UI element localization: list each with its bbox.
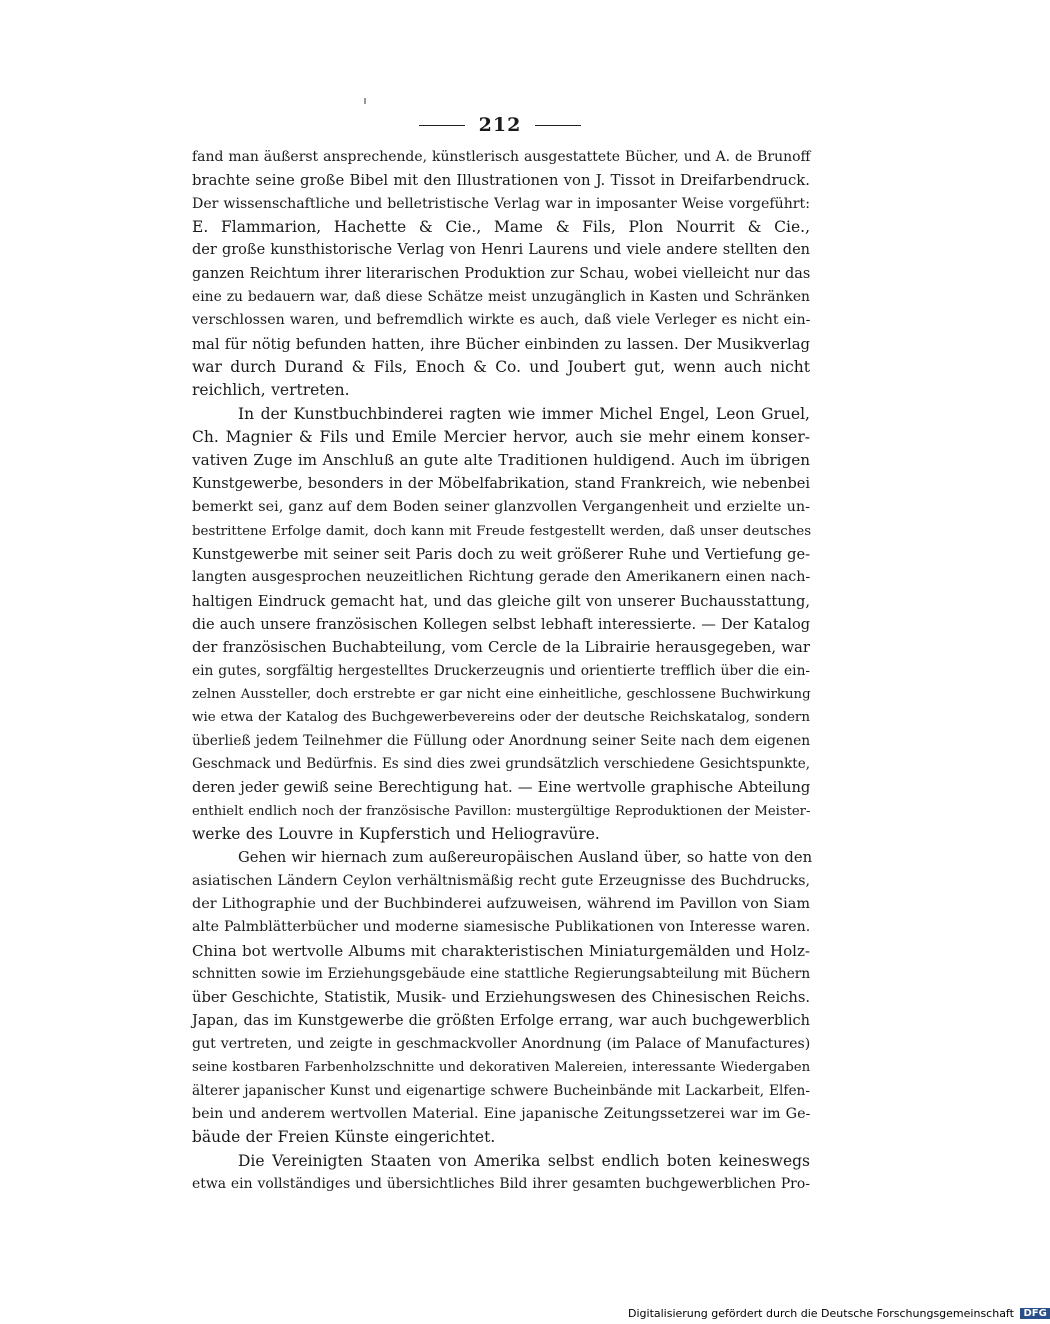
text-line: alte Palmblätterbücher und moderne siamesische Publikationen von Interesse waren. [192, 919, 811, 936]
text-line: mal für nötig befunden hatten, ihre Bücher einbinden zu lassen. Der Musikverlag [192, 335, 810, 353]
text-line: zelnen Aussteller, doch erstrebte er gar nicht eine einheitliche, geschlossene Buchwirkung [192, 686, 811, 702]
text-line: der französischen Buchabteilung, vom Cercle de la Librairie herausgegeben, war [192, 638, 810, 657]
text-line: älterer japanischer Kunst und eigenartige schwere Bucheinbände mit Lackarbeit, Elfen- [192, 1082, 810, 1099]
text-line: asiatischen Ländern Ceylon verhältnismäßig recht gute Erzeugnisse des Buchdrucks, [192, 872, 811, 889]
text-line: ganzen Reichtum ihrer literarischen Produktion zur Schau, wobei vielleicht nur das [192, 265, 811, 282]
text-line: Die Vereinigten Staaten von Amerika selbst endlich boten keineswegs [238, 1151, 810, 1170]
page-header [0, 114, 1000, 136]
text-line: In der Kunstbuchbinderei ragten wie immer Michel Engel, Leon Gruel, [238, 404, 810, 423]
text-line: bestrittene Erfolge damit, doch kann mit Freude festgestellt werden, daß unser deutsches [192, 523, 812, 539]
text-line: deren jeder gewiß seine Berechtigung hat. — Eine wertvolle graphische Abteilung [192, 779, 811, 797]
text-line: Kunstgewerbe, besonders in der Möbelfabrikation, stand Frankreich, wie nebenbei [192, 475, 810, 492]
footer-credit [628, 1307, 1050, 1320]
text-line: der Lithographie und der Buchbinderei aufzuweisen, während im Pavillon von Siam [192, 896, 810, 912]
text-line: etwa ein vollständiges und übersichtliches Bild ihrer gesamten buchgewerblichen Pro- [192, 1176, 810, 1193]
text-line: fand man äußerst ansprechende, künstlerisch ausgestattete Bücher, und A. de Brunoff [192, 149, 811, 165]
text-line: vativen Zuge im Anschluß an gute alte Traditionen huldigend. Auch im übrigen [192, 451, 810, 470]
text-line: schnitten sowie im Erziehungsgebäude eine stattliche Regierungsabteilung mit Büchern [192, 966, 811, 983]
paragraph [192, 1150, 810, 1197]
text-line: verschlossen waren, und befremdlich wirkte es auch, daß viele Verleger es nicht ein- [192, 312, 811, 329]
text-line: E. Flammarion, Hachette & Cie., Mame & Fils, Plon Nourrit & Cie., [192, 218, 810, 237]
text-line: langten ausgesprochen neuzeitlichen Richtung gerade den Amerikanern einen nach- [192, 569, 811, 586]
page-number: 212 [478, 114, 522, 136]
text-line: war durch Durand & Fils, Enoch & Co. und Joubert gut, wenn auch nicht [192, 358, 810, 377]
body-text [192, 146, 813, 1196]
text-line: Der wissenschaftliche und belletristische Verlag war in imposanter Weise vorgeführt: [192, 195, 810, 212]
text-line: werke des Louvre in Kupferstich und Heliogravüre. [192, 824, 600, 843]
text-line: brachte seine große Bibel mit den Illustrationen von J. Tissot in Dreifarbendruck. [192, 171, 811, 190]
text-line: gut vertreten, und zeigte in geschmackvoller Anordnung (im Palace of Manufactures) [192, 1036, 811, 1053]
header-rule-right [535, 125, 581, 126]
text-line: reichlich, vertreten. [192, 381, 350, 400]
text-line: Japan, das im Kunstgewerbe die größten Erfolge errang, war auch buchgewerblich [192, 1012, 810, 1029]
paragraph [192, 846, 813, 1149]
text-line: eine zu bedauern war, daß diese Schätze meist unzugänglich in Kasten und Schränken [192, 289, 810, 306]
scan-speck [364, 98, 366, 104]
text-line: bein und anderem wertvollen Material. Eine japanische Zeitungssetzerei war im Ge- [192, 1106, 811, 1123]
text-line: ein gutes, sorgfältig hergestelltes Druckerzeugnis und orientierte trefflich über die ein- [192, 662, 811, 679]
text-line: überließ jedem Teilnehmer die Füllung oder Anordnung seiner Seite nach dem eigenen [192, 732, 811, 749]
dfg-logo: DFG [1020, 1308, 1049, 1319]
text-line: seine kostbaren Farbenholzschnitte und dekorativen Malereien, interessante Wiedergaben [192, 1060, 811, 1076]
footer-text: Digitalisierung gefördert durch die Deutsche Forschungsgemeinschaft [628, 1307, 1014, 1320]
text-line: Geschmack und Bedürfnis. Es sind dies zwei grundsätzlich verschiedene Gesichtspunkte, [192, 755, 810, 772]
text-line: haltigen Eindruck gemacht hat, und das gleiche gilt von unserer Buchausstattung, [192, 592, 810, 610]
text-line: der große kunsthistorische Verlag von Henri Laurens und viele andere stellten den [192, 242, 810, 259]
text-line: die auch unsere französischen Kollegen selbst lebhaft interessierte. — Der Katalog [192, 615, 811, 633]
text-line: bäude der Freien Künste eingerichtet. [192, 1128, 496, 1147]
text-line: Kunstgewerbe mit seiner seit Paris doch zu weit größerer Ruhe und Vertiefung ge- [192, 545, 810, 563]
text-line: Ch. Magnier & Fils und Emile Mercier hervor, auch sie mehr einem konser- [192, 428, 810, 447]
text-line: enthielt endlich noch der französische Pavillon: mustergültige Reproduktionen der Meister- [192, 803, 811, 819]
text-line: wie etwa der Katalog des Buchgewerbevereins oder der deutsche Reichskatalog, sondern [192, 710, 810, 726]
paragraph [192, 403, 810, 847]
paragraph [192, 146, 810, 403]
text-line: Gehen wir hiernach zum außereuropäischen Ausland über, so hatte von den [238, 849, 813, 867]
text-line: bemerkt sei, ganz auf dem Boden seiner glanzvollen Vergangenheit und erzielte un- [192, 499, 810, 516]
header-rule-left [419, 125, 465, 126]
text-line: über Geschichte, Statistik, Musik- und Erziehungswesen des Chinesischen Reichs. [192, 989, 810, 1007]
text-line: China bot wertvolle Albums mit charakteristischen Miniaturgemälden und Holz- [192, 941, 810, 960]
